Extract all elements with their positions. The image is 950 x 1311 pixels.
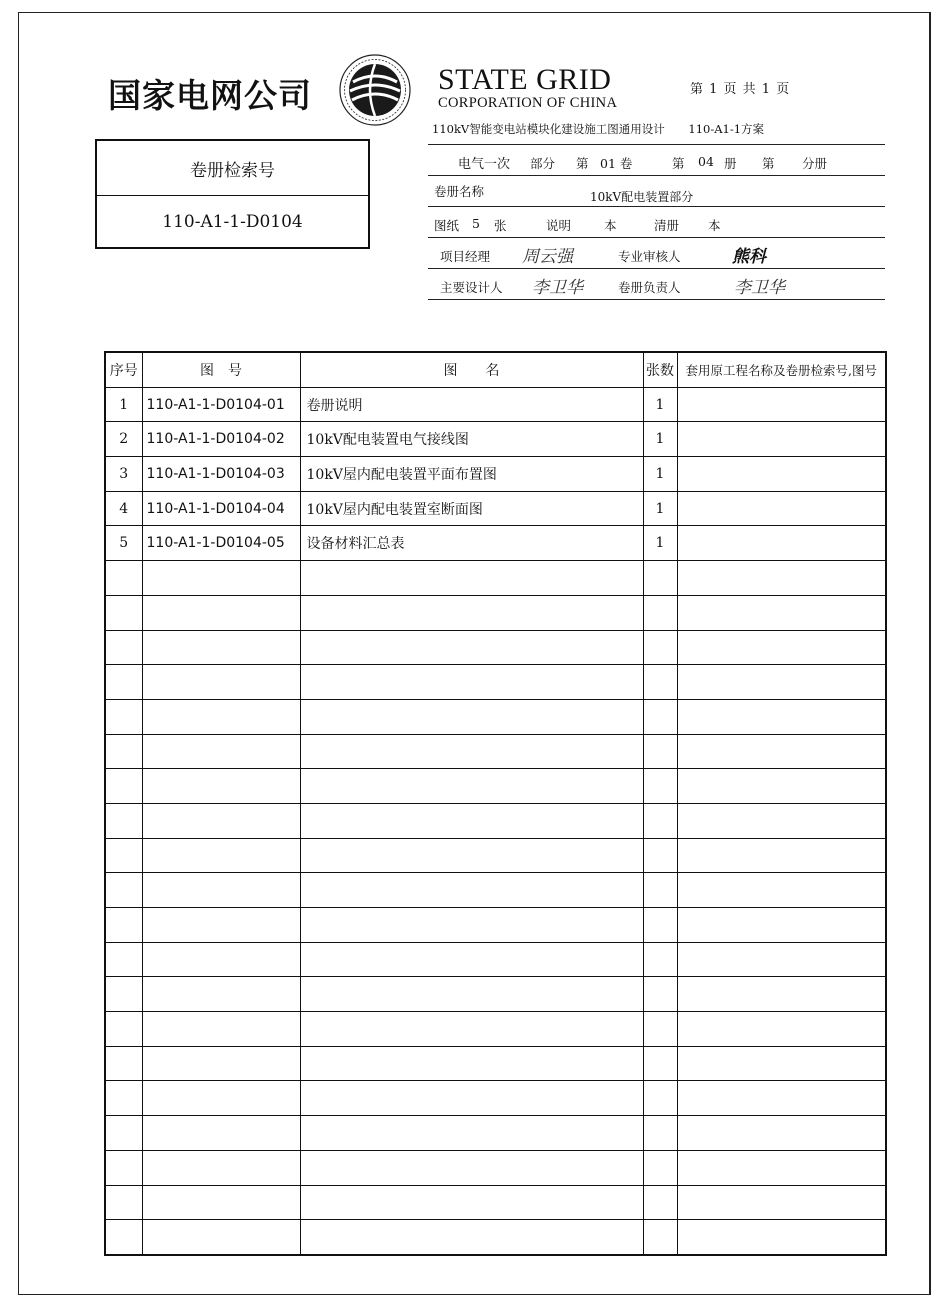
- drawings-label: 图纸: [434, 218, 460, 233]
- header-reference: 套用原工程名称及卷册检索号,图号: [677, 352, 886, 387]
- empty-cell: [300, 977, 643, 1012]
- empty-cell: [300, 1116, 643, 1151]
- empty-cell: [643, 803, 677, 838]
- empty-table-row: [105, 838, 886, 873]
- empty-cell: [643, 1185, 677, 1220]
- empty-table-row: [105, 1150, 886, 1185]
- volume-line: [428, 144, 885, 176]
- reference-cell: [677, 526, 886, 561]
- empty-cell: [105, 1046, 142, 1081]
- empty-cell: [677, 630, 886, 665]
- volume-info-block: [428, 144, 885, 300]
- book-number: 04: [698, 154, 714, 169]
- state-grid-logo-icon: [327, 52, 423, 128]
- drawing-name: 卷册说明: [300, 387, 643, 422]
- list-unit: 本: [708, 218, 721, 233]
- empty-cell: [142, 630, 300, 665]
- empty-cell: [105, 595, 142, 630]
- empty-cell: [300, 595, 643, 630]
- empty-cell: [142, 908, 300, 943]
- book-unit: 册: [724, 156, 737, 171]
- sheet-count: 1: [643, 457, 677, 492]
- sheet-count: 1: [643, 387, 677, 422]
- empty-cell: [643, 1046, 677, 1081]
- drawing-name: 10kV配电装置电气接线图: [300, 422, 643, 457]
- empty-cell: [300, 1081, 643, 1116]
- volume-name-label: 卷册名称: [434, 184, 485, 199]
- project-title: 110kV智能变电站模块化建设施工图通用设计: [432, 122, 665, 136]
- empty-cell: [300, 1150, 643, 1185]
- empty-cell: [105, 838, 142, 873]
- empty-cell: [300, 665, 643, 700]
- empty-cell: [677, 1012, 886, 1047]
- empty-cell: [643, 942, 677, 977]
- empty-cell: [677, 734, 886, 769]
- empty-cell: [142, 595, 300, 630]
- di2-label: 第: [672, 156, 685, 171]
- empty-cell: [105, 1185, 142, 1220]
- empty-cell: [643, 1012, 677, 1047]
- empty-cell: [300, 873, 643, 908]
- empty-cell: [142, 1220, 300, 1255]
- header-name: 图 名: [300, 352, 643, 387]
- empty-cell: [643, 630, 677, 665]
- sheet-count: 1: [643, 526, 677, 561]
- sheet-count: 1: [643, 422, 677, 457]
- empty-table-row: [105, 1220, 886, 1255]
- empty-cell: [105, 630, 142, 665]
- empty-cell: [677, 1081, 886, 1116]
- description-unit: 本: [604, 218, 617, 233]
- retrieval-number-box: [95, 139, 370, 249]
- reference-cell: [677, 387, 886, 422]
- empty-cell: [677, 699, 886, 734]
- project-manager-label: 项目经理: [440, 249, 491, 264]
- row-number: 4: [105, 491, 142, 526]
- volume-number: 01 卷: [600, 156, 633, 171]
- table-row: [105, 387, 886, 422]
- frame-right-border: [929, 12, 931, 1295]
- empty-cell: [105, 1012, 142, 1047]
- empty-cell: [643, 1220, 677, 1255]
- empty-cell: [142, 1150, 300, 1185]
- empty-cell: [677, 803, 886, 838]
- empty-cell: [142, 873, 300, 908]
- row-number: 1: [105, 387, 142, 422]
- drawings-count: 5: [472, 216, 480, 231]
- empty-table-row: [105, 561, 886, 596]
- empty-cell: [142, 1185, 300, 1220]
- empty-table-row: [105, 1081, 886, 1116]
- empty-table-row: [105, 942, 886, 977]
- project-title-line: [432, 121, 764, 137]
- empty-cell: [643, 1150, 677, 1185]
- empty-cell: [142, 665, 300, 700]
- designer-signature: 李卫华: [532, 278, 583, 298]
- project-manager-signature: 周云强: [522, 247, 573, 267]
- empty-cell: [643, 769, 677, 804]
- drawing-code: 110-A1-1-D0104-04: [142, 491, 300, 526]
- empty-cell: [300, 803, 643, 838]
- empty-table-row: [105, 908, 886, 943]
- header-qty: 张数: [643, 352, 677, 387]
- empty-cell: [300, 1012, 643, 1047]
- empty-cell: [142, 1046, 300, 1081]
- drawing-code: 110-A1-1-D0104-05: [142, 526, 300, 561]
- empty-cell: [643, 977, 677, 1012]
- empty-cell: [677, 1185, 886, 1220]
- sheet-count: 1: [643, 491, 677, 526]
- empty-cell: [677, 769, 886, 804]
- empty-cell: [105, 699, 142, 734]
- empty-cell: [643, 734, 677, 769]
- drawing-name: 10kV屋内配电装置室断面图: [300, 491, 643, 526]
- empty-cell: [677, 873, 886, 908]
- empty-cell: [142, 1081, 300, 1116]
- empty-table-row: [105, 595, 886, 630]
- designer-line: [428, 269, 885, 300]
- empty-cell: [142, 1116, 300, 1151]
- designer-label: 主要设计人: [440, 280, 503, 295]
- page-info: 第 1 页 共 1 页: [690, 82, 791, 97]
- empty-cell: [643, 699, 677, 734]
- empty-cell: [300, 769, 643, 804]
- reference-cell: [677, 457, 886, 492]
- scheme-label: 110-A1-1方案: [688, 122, 765, 136]
- drawing-list-table: [104, 351, 887, 1256]
- empty-cell: [677, 1046, 886, 1081]
- empty-cell: [105, 561, 142, 596]
- empty-table-row: [105, 873, 886, 908]
- empty-table-row: [105, 665, 886, 700]
- volume-name-value: 10kV配电装置部分: [590, 190, 694, 204]
- empty-table-row: [105, 699, 886, 734]
- drawing-code: 110-A1-1-D0104-03: [142, 457, 300, 492]
- drawing-name: 10kV屋内配电装置平面布置图: [300, 457, 643, 492]
- empty-cell: [105, 977, 142, 1012]
- brand-block: [438, 64, 617, 110]
- empty-cell: [300, 561, 643, 596]
- empty-cell: [142, 561, 300, 596]
- empty-cell: [300, 908, 643, 943]
- empty-cell: [677, 942, 886, 977]
- empty-table-row: [105, 1012, 886, 1047]
- manager-line: [428, 238, 885, 269]
- drawing-count-line: [428, 207, 885, 238]
- empty-cell: [105, 734, 142, 769]
- empty-table-row: [105, 630, 886, 665]
- empty-cell: [142, 803, 300, 838]
- empty-cell: [105, 1150, 142, 1185]
- empty-cell: [105, 873, 142, 908]
- empty-cell: [643, 1116, 677, 1151]
- sub-book-label: 分册: [802, 156, 828, 171]
- empty-cell: [677, 1116, 886, 1151]
- empty-cell: [677, 838, 886, 873]
- volume-name-line: [428, 176, 885, 207]
- reviewer-signature: 熊科: [732, 247, 766, 267]
- company-name-cn: 国家电网公司: [108, 76, 312, 115]
- empty-cell: [105, 908, 142, 943]
- empty-cell: [643, 665, 677, 700]
- drawing-code: 110-A1-1-D0104-02: [142, 422, 300, 457]
- drawing-name: 设备材料汇总表: [300, 526, 643, 561]
- di3-label: 第: [762, 156, 775, 171]
- reference-cell: [677, 491, 886, 526]
- description-label: 说明: [546, 218, 572, 233]
- empty-cell: [142, 1012, 300, 1047]
- empty-cell: [105, 1081, 142, 1116]
- empty-cell: [643, 1081, 677, 1116]
- empty-cell: [105, 942, 142, 977]
- empty-table-row: [105, 977, 886, 1012]
- empty-cell: [142, 838, 300, 873]
- empty-cell: [300, 1185, 643, 1220]
- empty-cell: [300, 1046, 643, 1081]
- empty-table-row: [105, 803, 886, 838]
- empty-cell: [300, 838, 643, 873]
- empty-cell: [677, 665, 886, 700]
- empty-cell: [677, 1220, 886, 1255]
- empty-cell: [142, 942, 300, 977]
- empty-cell: [105, 769, 142, 804]
- empty-cell: [300, 699, 643, 734]
- empty-cell: [105, 1220, 142, 1255]
- row-number: 5: [105, 526, 142, 561]
- empty-table-row: [105, 1046, 886, 1081]
- brand-subtitle: CORPORATION OF CHINA: [438, 95, 618, 111]
- empty-cell: [300, 942, 643, 977]
- empty-cell: [300, 734, 643, 769]
- empty-cell: [677, 561, 886, 596]
- di-label: 第: [576, 156, 589, 171]
- volume-lead-signature: 李卫华: [734, 278, 785, 298]
- header-no: 序号: [105, 352, 142, 387]
- empty-cell: [105, 665, 142, 700]
- empty-cell: [643, 908, 677, 943]
- empty-cell: [643, 873, 677, 908]
- row-number: 2: [105, 422, 142, 457]
- empty-table-row: [105, 1185, 886, 1220]
- drawings-unit: 张: [494, 218, 507, 233]
- empty-cell: [105, 1116, 142, 1151]
- table-row: [105, 422, 886, 457]
- empty-cell: [677, 977, 886, 1012]
- empty-table-row: [105, 769, 886, 804]
- empty-cell: [142, 977, 300, 1012]
- empty-cell: [142, 769, 300, 804]
- empty-cell: [105, 803, 142, 838]
- empty-cell: [643, 561, 677, 596]
- part-label: 部分: [530, 156, 556, 171]
- empty-cell: [677, 595, 886, 630]
- table-row: [105, 526, 886, 561]
- empty-cell: [677, 1150, 886, 1185]
- header-code: 图 号: [142, 352, 300, 387]
- empty-cell: [677, 908, 886, 943]
- table-header-row: [105, 352, 886, 387]
- reviewer-label: 专业审核人: [618, 249, 681, 264]
- empty-cell: [142, 734, 300, 769]
- row-number: 3: [105, 457, 142, 492]
- empty-cell: [300, 1220, 643, 1255]
- retrieval-label: 卷册检索号: [97, 141, 368, 196]
- table-row: [105, 457, 886, 492]
- empty-table-row: [105, 1116, 886, 1151]
- volume-lead-label: 卷册负责人: [618, 280, 681, 295]
- drawing-code: 110-A1-1-D0104-01: [142, 387, 300, 422]
- list-label: 清册: [654, 218, 680, 233]
- retrieval-number: 110-A1-1-D0104: [162, 212, 303, 232]
- brand-title: STATE GRID: [438, 63, 612, 96]
- reference-cell: [677, 422, 886, 457]
- empty-cell: [643, 595, 677, 630]
- empty-cell: [643, 838, 677, 873]
- empty-cell: [300, 630, 643, 665]
- table-row: [105, 491, 886, 526]
- empty-cell: [142, 699, 300, 734]
- empty-table-row: [105, 734, 886, 769]
- section-label: 电气一次: [458, 157, 511, 172]
